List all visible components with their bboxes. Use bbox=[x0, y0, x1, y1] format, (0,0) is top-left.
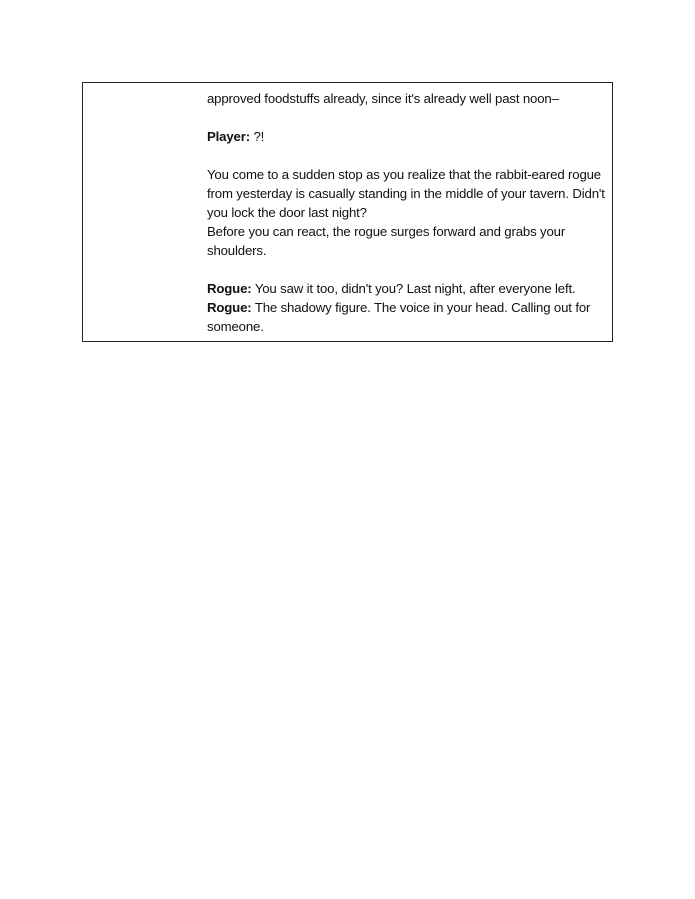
dialogue-line-player bbox=[207, 127, 607, 146]
paragraph-gap bbox=[207, 146, 607, 165]
dialogue-text: ?! bbox=[253, 129, 265, 144]
narration-line: approved foodstuffs already, since it's already well past noon– bbox=[207, 91, 559, 106]
paragraph-gap bbox=[207, 108, 607, 127]
narration-line: Before you can react, the rogue surges forward and grabs your bbox=[207, 224, 566, 239]
narration-line: from yesterday is casually standing in the middle of your tavern. Didn't bbox=[207, 186, 605, 201]
narration-line: You come to a sudden stop as you realize that the rabbit-eared rogue bbox=[207, 167, 601, 182]
script-text bbox=[207, 89, 607, 336]
narration-line: shoulders. bbox=[207, 243, 267, 258]
speaker-name: Player: bbox=[207, 129, 250, 144]
dialogue-line-rogue bbox=[207, 298, 607, 317]
speaker-name: Rogue: bbox=[207, 300, 252, 315]
script-text-box bbox=[82, 82, 613, 342]
dialogue-text: You saw it too, didn't you? Last night, after everyone left. bbox=[254, 281, 576, 296]
dialogue-continuation: someone. bbox=[207, 319, 264, 334]
dialogue-line-rogue bbox=[207, 279, 607, 298]
dialogue-text: The shadowy figure. The voice in your head. Calling out for bbox=[254, 300, 591, 315]
speaker-name: Rogue: bbox=[207, 281, 252, 296]
paragraph-gap bbox=[207, 260, 607, 279]
narration-line: you lock the door last night? bbox=[207, 205, 367, 220]
